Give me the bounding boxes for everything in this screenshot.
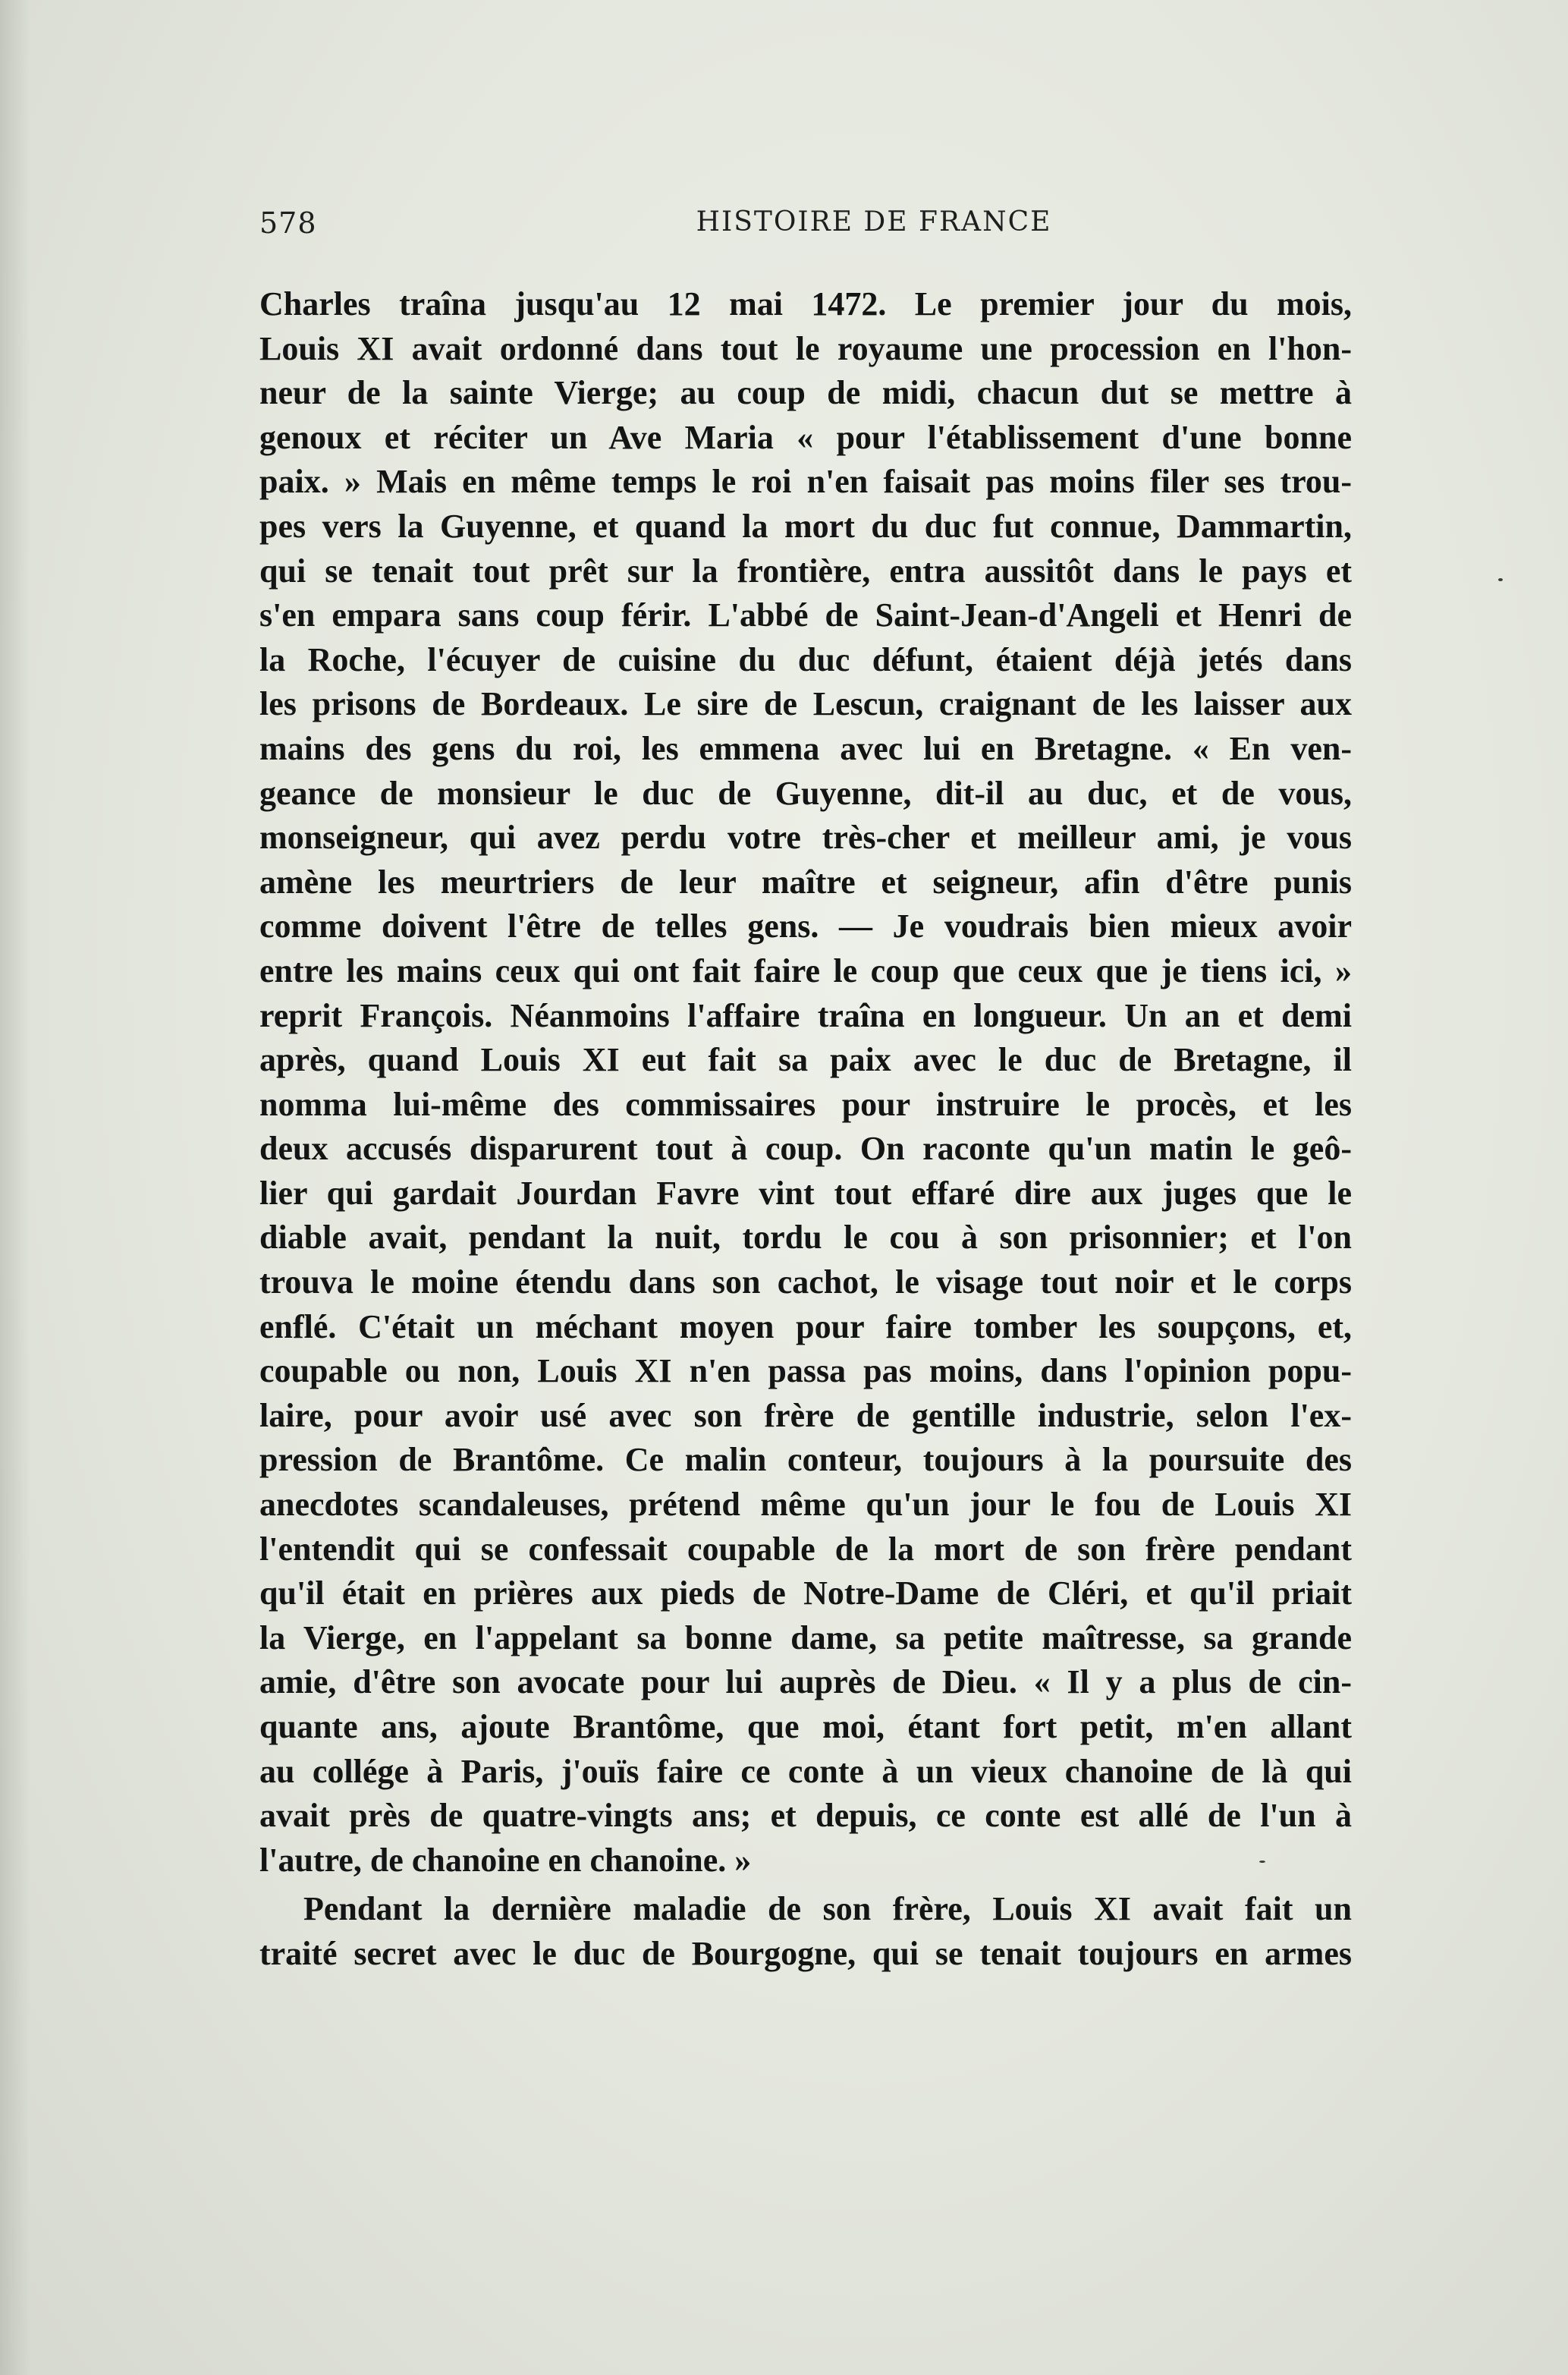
text-line: après, quand Louis XI eut fait sa paix avec le duc de Bretagne, il xyxy=(259,1041,1352,1079)
text-line: enflé. C'était un méchant moyen pour faire tomber les soupçons, et, xyxy=(259,1307,1352,1345)
text-line: les prisons de Bordeaux. Le sire de Lescun, craignant de les laisser aux xyxy=(259,685,1352,723)
text-line: la Vierge, en l'appelant sa bonne dame, sa petite maîtresse, sa grande xyxy=(259,1618,1352,1656)
text-line: lier qui gardait Jourdan Favre vint tout effaré dire aux juges que le xyxy=(259,1174,1352,1212)
text-line: au collége à Paris, j'ouïs faire ce conte à un vieux chanoine de là qui xyxy=(259,1752,1352,1790)
text-line: anecdotes scandaleuses, prétend même qu'un jour le fou de Louis XI xyxy=(259,1486,1352,1524)
text-line: pes vers la Guyenne, et quand la mort du duc fut connue, Dammartin, xyxy=(259,507,1352,545)
text-line: amène les meurtriers de leur maître et seigneur, afin d'être punis xyxy=(259,863,1352,901)
text-line: la Roche, l'écuyer de cuisine du duc défunt, étaient déjà jetés dans xyxy=(259,640,1352,678)
text-line: coupable ou non, Louis XI n'en passa pas moins, dans l'opinion popu- xyxy=(259,1352,1352,1390)
running-title: HISTOIRE DE FRANCE xyxy=(696,206,1052,238)
text-line: monseigneur, qui avez perdu votre très-cher et meilleur ami, je vous xyxy=(259,819,1352,857)
text-line: qui se tenait tout prêt sur la frontière, entra aussitôt dans le pays et xyxy=(259,552,1352,590)
text-line: deux accusés disparurent tout à coup. On raconte qu'un matin le geô- xyxy=(259,1130,1352,1168)
body-text xyxy=(259,282,1352,1977)
text-line: amie, d'être son avocate pour lui auprès de Dieu. « Il y a plus de cin- xyxy=(259,1663,1352,1701)
text-line: geance de monsieur le duc de Guyenne, dit-il au duc, et de vous, xyxy=(259,774,1352,812)
page-edge-shadow xyxy=(0,0,30,2375)
text-line: neur de la sainte Vierge; au coup de midi, chacun dut se mettre à xyxy=(259,374,1352,412)
text-line: diable avait, pendant la nuit, tordu le cou à son prisonnier; et l'on xyxy=(259,1219,1352,1257)
text-line: l'entendit qui se confessait coupable de la mort de son frère pendant xyxy=(259,1530,1352,1568)
text-line: mains des gens du roi, les emmena avec lui en Bretagne. « En ven- xyxy=(259,729,1352,767)
text-line: avait près de quatre-vingts ans; et depuis, ce conte est allé de l'un à xyxy=(259,1797,1352,1835)
text-line: traité secret avec le duc de Bourgogne, qui se tenait toujours en armes xyxy=(259,1934,1352,1972)
text-line: qu'il était en prières aux pieds de Notre-Dame de Cléri, et qu'il priait xyxy=(259,1574,1352,1612)
text-line: reprit François. Néanmoins l'affaire traîna en longueur. Un an et demi xyxy=(259,996,1352,1034)
text-line: Pendant la dernière maladie de son frère, Louis XI avait fait un xyxy=(303,1890,1352,1928)
text-line: Louis XI avait ordonné dans tout le royaume une procession en l'hon- xyxy=(259,329,1352,367)
text-line: paix. » Mais en même temps le roi n'en faisait pas moins filer ses trou- xyxy=(259,463,1352,501)
text-line: Charles traîna jusqu'au 12 mai 1472. Le premier jour du mois, xyxy=(259,285,1352,322)
text-line: l'autre, de chanoine en chanoine. » xyxy=(259,1841,752,1879)
text-line: laire, pour avoir usé avec son frère de gentille industrie, selon l'ex- xyxy=(259,1396,1352,1434)
text-line: genoux et réciter un Ave Maria « pour l'établissement d'une bonne xyxy=(259,418,1352,456)
paper-speck xyxy=(1259,1861,1265,1863)
page-number: 578 xyxy=(259,206,317,240)
page-header xyxy=(259,206,1352,244)
text-line: s'en empara sans coup férir. L'abbé de Saint-Jean-d'Angeli et Henri de xyxy=(259,596,1352,634)
text-line: trouva le moine étendu dans son cachot, le visage tout noir et le corps xyxy=(259,1263,1352,1301)
text-line: entre les mains ceux qui ont fait faire le coup que ceux que je tiens ici, » xyxy=(259,952,1352,989)
text-line: quante ans, ajoute Brantôme, que moi, étant fort petit, m'en allant xyxy=(259,1708,1352,1745)
text-line: nomma lui-même des commissaires pour instruire le procès, et les xyxy=(259,1085,1352,1123)
text-line: pression de Brantôme. Ce malin conteur, toujours à la poursuite des xyxy=(259,1441,1352,1479)
text-line: comme doivent l'être de telles gens. — Je voudrais bien mieux avoir xyxy=(259,908,1352,945)
paper-speck xyxy=(1498,578,1503,581)
